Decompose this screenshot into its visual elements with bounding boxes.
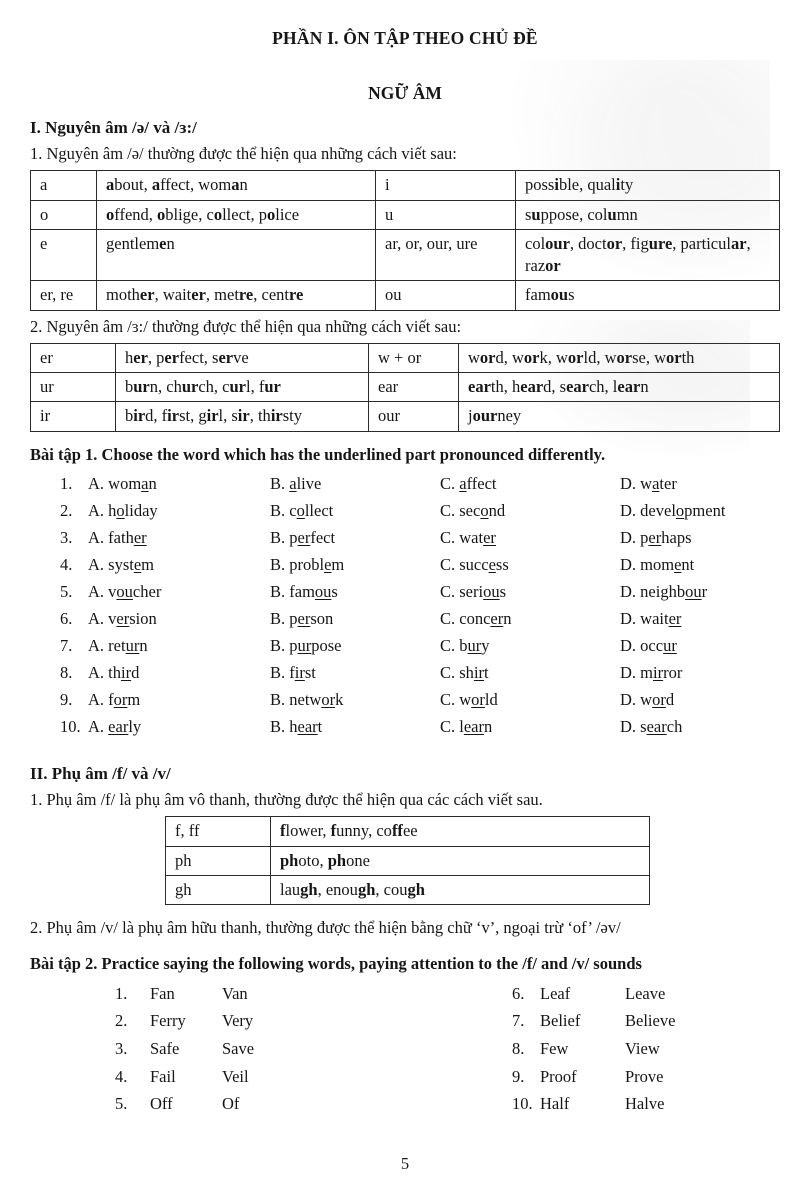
option-d: D. occur [620,636,677,656]
option-a: A. voucher [88,582,162,602]
table-row [31,373,780,402]
option-b: B. network [270,690,344,710]
table-row [31,281,780,310]
spelling-cell: i [376,171,516,200]
item-number: 2. [115,1011,128,1031]
f-word: Leaf [540,983,571,1003]
f-spelling-table [165,816,650,905]
page-number: 5 [400,1154,410,1173]
item-number: 9. [60,690,73,710]
exercise2-item [115,1035,780,1063]
option-b: B. person [270,609,334,629]
item-number: 1. [115,983,128,1003]
spelling-cell: a [31,171,97,200]
f-word: Few [540,1039,569,1059]
table-row [166,875,650,904]
option-a: A. system [88,555,155,575]
page-subtitle: NGỮ ÂM [368,83,442,103]
item-number: 10. [60,717,81,737]
spelling-cell: er, re [31,281,97,310]
exercise2-item [115,1090,780,1118]
f-word: Fail [150,1066,176,1086]
option-d: D. perhaps [620,528,692,548]
item-number: 9. [512,1066,525,1086]
option-d: D. neighbour [620,582,708,602]
exercise1-item [60,713,780,740]
examples-cell: colour, doctor, figure, particular, razor [516,229,780,281]
exercise2-item [115,1007,780,1035]
section1-intro-er: 2. Nguyên âm /ɜ:/ thường được thể hiện qua những cách viết sau: [30,316,462,336]
table-row [31,343,780,372]
examples-cell: about, affect, woman [97,171,376,200]
item-number: 4. [115,1066,128,1086]
item-number: 5. [60,582,73,602]
exercise1-item [60,470,780,497]
option-a: A. woman [88,474,157,494]
option-a: A. father [88,528,147,548]
spelling-cell: ur [31,373,116,402]
option-d: D. search [620,717,683,737]
option-b: B. alive [270,474,322,494]
option-a: A. version [88,609,157,629]
option-d: D. moment [620,555,695,575]
option-c: C. concern [440,609,512,629]
examples-cell: laugh, enough, cough [271,875,650,904]
option-c: C. second [440,501,506,521]
option-a: A. holiday [88,501,158,521]
examples-cell: mother, waiter, metre, centre [97,281,376,310]
option-b: B. purpose [270,636,342,656]
option-c: C. success [440,555,509,575]
exercise1-item [60,659,780,686]
spelling-cell: w + or [369,343,459,372]
examples-cell: word, work, world, worse, worth [459,343,780,372]
exercise1-item [60,497,780,524]
examples-cell: suppose, column [516,200,780,229]
v-word: Very [222,1011,254,1031]
examples-cell: earth, heard, search, learn [459,373,780,402]
schwa-spelling-table [30,170,780,310]
table-row [31,229,780,281]
examples-cell: possible, quality [516,171,780,200]
item-number: 6. [60,609,73,629]
item-number: 4. [60,555,73,575]
table-row [166,817,650,846]
option-c: C. water [440,528,496,548]
exercise2-list [30,980,780,1118]
spelling-cell: f, ff [166,817,271,846]
spelling-cell: ou [376,281,516,310]
table-row [31,402,780,431]
f-word: Ferry [150,1011,186,1031]
item-number: 8. [60,663,73,683]
option-a: A. third [88,663,140,683]
exercise1-item [60,524,780,551]
examples-cell: photo, phone [271,846,650,875]
f-word: Belief [540,1011,581,1031]
f-word: Half [540,1094,570,1114]
item-number: 3. [60,528,73,548]
section2-intro-v: 2. Phụ âm /v/ là phụ âm hữu thanh, thường được thể hiện bằng chữ ‘v’, ngoại trừ ‘of’ /əv/ [30,918,621,938]
examples-cell: her, perfect, serve [116,343,369,372]
item-number: 7. [512,1011,525,1031]
spelling-cell: gh [166,875,271,904]
exercise1-item [60,551,780,578]
v-word: Halve [625,1094,665,1114]
section1-heading: I. Nguyên âm /ə/ và /ɜ:/ [30,118,197,137]
v-word: Van [222,983,248,1003]
spelling-cell: u [376,200,516,229]
v-word: Leave [625,983,666,1003]
section2-heading: II. Phụ âm /f/ và /v/ [30,764,171,784]
v-word: Prove [625,1066,664,1086]
examples-cell: famous [516,281,780,310]
spelling-cell: our [369,402,459,431]
option-a: A. form [88,690,141,710]
table-row [166,846,650,875]
exercise1-list [30,470,780,740]
examples-cell: burn, church, curl, fur [116,373,369,402]
option-a: A. early [88,717,142,737]
examples-cell: gentlemen [97,229,376,281]
exercise1-item [60,686,780,713]
examples-cell: offend, oblige, collect, police [97,200,376,229]
option-b: B. heart [270,717,323,737]
option-c: C. bury [440,636,490,656]
item-number: 10. [512,1094,533,1114]
option-d: D. water [620,474,677,494]
exercise1-heading: Bài tập 1. Choose the word which has the underlined part pronounced differently. [30,444,606,464]
exercise2-heading: Bài tập 2. Practice saying the following words, paying attention to the /f/ and /v/ sounds [30,954,642,974]
page-title: PHẦN I. ÔN TẬP THEO CHỦ ĐỀ [272,28,538,48]
examples-cell: flower, funny, coffee [271,817,650,846]
v-word: View [625,1039,660,1059]
table-row [31,171,780,200]
option-d: D. development [620,501,726,521]
option-c: C. shirt [440,663,489,683]
option-d: D. mirror [620,663,683,683]
item-number: 1. [60,474,73,494]
exercise1-item [60,578,780,605]
option-c: C. affect [440,474,497,494]
v-word: Believe [625,1011,676,1031]
spelling-cell: ph [166,846,271,875]
exercise2-item [115,1063,780,1091]
spelling-cell: ear [369,373,459,402]
option-c: C. serious [440,582,507,602]
v-word: Save [222,1039,255,1059]
item-number: 8. [512,1039,525,1059]
item-number: 5. [115,1094,128,1114]
section1-intro-schwa: 1. Nguyên âm /ə/ thường được thể hiện qua những cách viết sau: [30,144,457,163]
item-number: 3. [115,1039,128,1059]
spelling-cell: ar, or, our, ure [376,229,516,281]
option-d: D. word [620,690,675,710]
f-word: Fan [150,983,175,1003]
item-number: 7. [60,636,73,656]
f-word: Safe [150,1039,180,1059]
option-c: C. learn [440,717,493,737]
option-c: C. world [440,690,498,710]
item-number: 2. [60,501,73,521]
exercise1-item [60,605,780,632]
spelling-cell: ir [31,402,116,431]
er-spelling-table [30,343,780,432]
v-word: Veil [222,1066,249,1086]
spelling-cell: er [31,343,116,372]
examples-cell: journey [459,402,780,431]
item-number: 6. [512,983,525,1003]
v-word: Of [222,1094,240,1114]
option-a: A. return [88,636,148,656]
option-b: B. problem [270,555,345,575]
section2-intro-f: 1. Phụ âm /f/ là phụ âm vô thanh, thường được thể hiện qua các cách viết sau. [30,790,543,810]
exercise2-item [115,980,780,1008]
exercise1-item [60,632,780,659]
option-b: B. first [270,663,316,683]
examples-cell: bird, first, girl, sir, thirsty [116,402,369,431]
f-word: Proof [540,1066,577,1086]
option-d: D. waiter [620,609,682,629]
table-row [31,200,780,229]
option-b: B. perfect [270,528,336,548]
spelling-cell: o [31,200,97,229]
f-word: Off [150,1094,173,1114]
spelling-cell: e [31,229,97,281]
option-b: B. famous [270,582,338,602]
option-b: B. collect [270,501,334,521]
